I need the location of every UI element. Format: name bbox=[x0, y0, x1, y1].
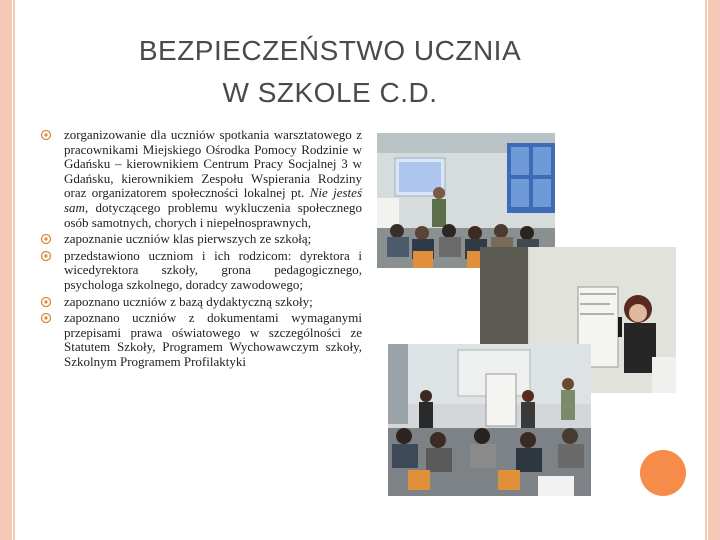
bullet-icon bbox=[40, 312, 52, 324]
right-border-band bbox=[708, 0, 720, 540]
left-border-band bbox=[0, 0, 12, 540]
bullet-text: zapoznano uczniów z dokumentami wymaganymi przepisami prawa oświatowego w szczególności ze Statutem Szkoły, Programem Wychowawczym szkoły, Szkolnym Programem Profilaktyki bbox=[64, 310, 362, 369]
bullet-icon bbox=[40, 296, 52, 308]
bullet-item bbox=[40, 232, 362, 247]
decorative-orange-circle bbox=[640, 450, 686, 496]
left-border-line bbox=[13, 0, 15, 540]
photo-classroom-students bbox=[388, 344, 591, 496]
bullet-text: przedstawiono uczniom i ich rodzicom: dyrektora i wicedyrektora szkoły, grona pedagogicznego, psychologa szkolnego, doradcy zawodowego; bbox=[64, 247, 362, 292]
bullet-list bbox=[40, 128, 362, 372]
bullet-icon bbox=[40, 233, 52, 245]
right-border-line bbox=[705, 0, 707, 540]
bullet-text: zapoznanie uczniów klas pierwszych ze szkołą; bbox=[64, 231, 312, 247]
bullet-text-part: , dotyczącego problemu wykluczenia społecznego osób samotnych, chorych i niepełnosprawnych, bbox=[64, 199, 362, 230]
bullet-item bbox=[40, 295, 362, 310]
event-title: Nie jesteś sam bbox=[64, 185, 363, 215]
title-line-1: BEZPIECZEŃSTWO UCZNIA bbox=[138, 35, 522, 66]
bullet-text: zapoznano uczniów z bazą dydaktyczną szkoły; bbox=[64, 293, 313, 309]
slide-title bbox=[60, 30, 600, 114]
bullet-item bbox=[40, 249, 362, 293]
bullet-icon bbox=[40, 250, 52, 262]
bullet-text-part: zorganizowanie dla uczniów spotkania warsztatowego z pracownikami Miejskiego Ośrodka Pomocy Rodzinie w Gdańsku – kierownikiem Centrum Pracy Socjalnej 3 w Gdańsku, kierownikiem Zespołu Wspierania Rodziny oraz organizatorem społeczności lokalnej pt. bbox=[64, 127, 362, 201]
bullet-icon bbox=[40, 129, 52, 141]
title-line-2: W SZKOLE C.D. bbox=[222, 77, 438, 108]
bullet-item bbox=[40, 311, 362, 369]
bullet-item bbox=[40, 128, 362, 230]
